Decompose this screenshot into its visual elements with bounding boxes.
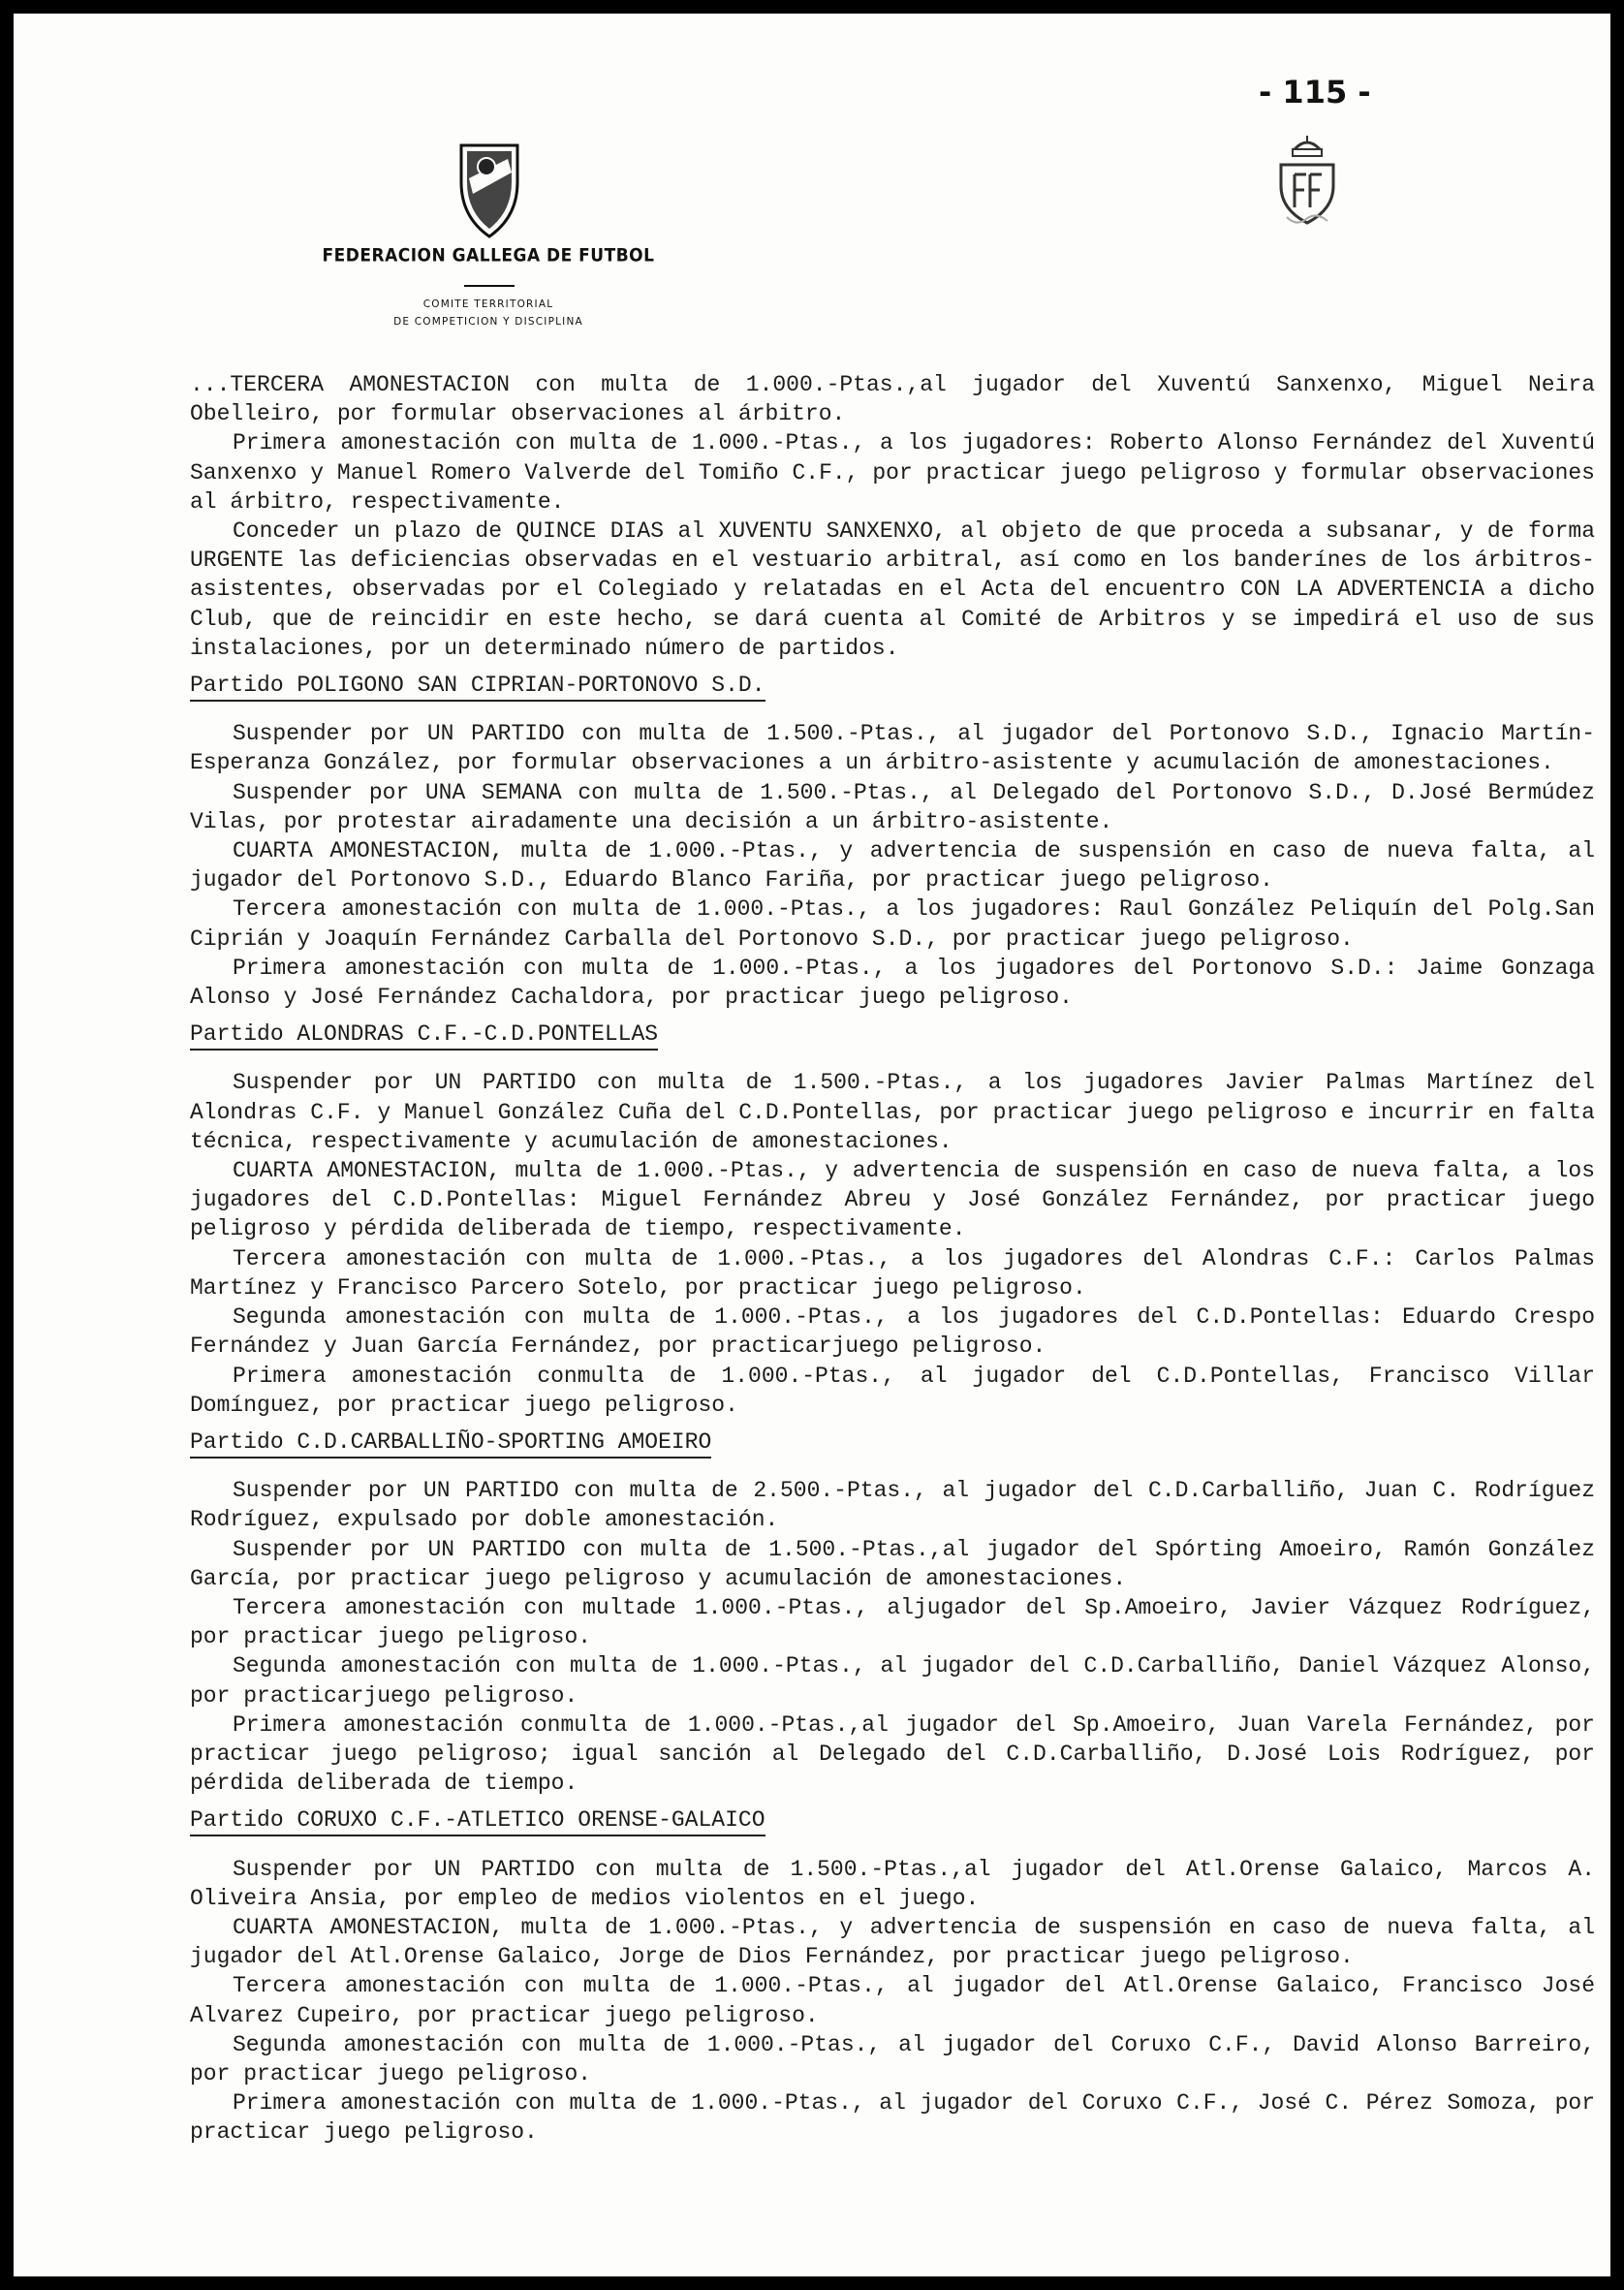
- sanction-paragraph: Tercera amonestación con multa de 1.000.-Ptas., al jugador del Atl.Orense Galaico, Francisco José Alvarez Cupeiro, por practicar juego peligroso.: [190, 1973, 1595, 2028]
- sanction-paragraph: Primera amonestación conmulta de 1.000.-Ptas.,al jugador del Sp.Amoeiro, Juan Varela Fernández, por practicar juego peligroso; igual sanción al Delegado del C.D.Carballiño, D.José Lois Rodríguez, por pérdida deliberada de tiempo.: [190, 1711, 1595, 1797]
- sanction-paragraph: Tercera amonestación con multa de 1.000.-Ptas., a los jugadores del Alondras C.F.: Carlos Palmas Martínez y Francisco Parcero Sotelo, por practicar juego peligroso.: [190, 1245, 1595, 1301]
- match-heading: [190, 1427, 1595, 1457]
- match-title: Partido CORUXO C.F.-ATLETICO ORENSE-GALAICO: [190, 1807, 765, 1836]
- intro-paragraph: ...TERCERA AMONESTACION con multa de 1.000.-Ptas.,al jugador del Xuventú Sanxenxo, Miguel Neira Obelleiro, por formular observaciones al árbitro.: [190, 372, 1595, 427]
- sanction-paragraph: Segunda amonestación con multa de 1.000.-Ptas., a los jugadores del C.D.Pontellas: Eduardo Crespo Fernández y Juan García Fernández, por practicarjuego peligroso.: [190, 1304, 1595, 1360]
- sanction-paragraph: Segunda amonestación con multa de 1.000.-Ptas., al jugador del C.D.Carballiño, Daniel Vázquez Alonso, por practicarjuego peligroso.: [190, 1653, 1595, 1709]
- sanction-paragraph: Tercera amonestación con multade 1.000.-Ptas., aljugador del Sp.Amoeiro, Javier Vázquez Rodríguez, por practicar juego peligroso.: [190, 1594, 1595, 1650]
- committee-line-1: COMITE TERRITORIAL: [422, 298, 554, 310]
- sanction-paragraph: Segunda amonestación con multa de 1.000.-Ptas., al jugador del Coruxo C.F., David Alonso Barreiro, por practicar juego peligroso.: [190, 2031, 1595, 2086]
- sanction-paragraph: CUARTA AMONESTACION, multa de 1.000.-Ptas., y advertencia de suspensión en caso de nueva falta, al jugador del Portonovo S.D., Eduardo Blanco Fariña, por practicar juego peligroso.: [190, 838, 1595, 894]
- sanction-paragraph: Primera amonestación conmulta de 1.000.-Ptas., al jugador del C.D.Pontellas, Francisco Villar Domínguez, por practicar juego peligroso.: [190, 1363, 1595, 1418]
- sanction-paragraph: Suspender por UN PARTIDO con multa de 2.500.-Ptas., al jugador del C.D.Carballiño, Juan C. Rodríguez Rodríguez, expulsado por doble amonestación.: [190, 1478, 1595, 1533]
- intro-paragraph: Primera amonestación con multa de 1.000.-Ptas., a los jugadores: Roberto Alonso Fernández del Xuventú Sanxenxo y Manuel Romero Valverde del Tomiño C.F., por practicar juego peligroso y formular observaciones al árbitro, respectivamente.: [190, 430, 1595, 515]
- match-heading: [190, 1020, 1595, 1049]
- sanction-paragraph: Suspender por UNA SEMANA con multa de 1.500.-Ptas., al Delegado del Portonovo S.D., D.José Bermúdez Vilas, por protestar airadamente una decisión a un árbitro-asistente.: [190, 779, 1595, 834]
- match-title: Partido C.D.CARBALLIÑO-SPORTING AMOEIRO: [190, 1429, 711, 1459]
- match-heading: [190, 1805, 1595, 1835]
- match-heading: [190, 671, 1595, 700]
- page-number: - 115 -: [1259, 74, 1371, 110]
- sanction-paragraph: CUARTA AMONESTACION, multa de 1.000.-Ptas., y advertencia de suspensión en caso de nueva falta, al jugador del Atl.Orense Galaico, Jorge de Dios Fernández, por practicar juego peligroso.: [190, 1914, 1595, 1970]
- sanction-paragraph: CUARTA AMONESTACION, multa de 1.000.-Ptas., y advertencia de suspensión en caso de nueva falta, a los jugadores del C.D.Pontellas: Miguel Fernández Abreu y José González Fernández, por practicar juego peligroso y pérdida deliberada de tiempo, respectivamente.: [190, 1158, 1595, 1242]
- sanction-paragraph: Primera amonestación con multa de 1.000.-Ptas., al jugador del Coruxo C.F., José C. Pérez Somoza, por practicar juego peligroso.: [190, 2090, 1595, 2146]
- document-page: [14, 14, 1610, 2276]
- sanction-paragraph: Tercera amonestación con multa de 1.000.-Ptas., a los jugadores: Raul González Peliquín del Polg.San Ciprián y Joaquín Fernández Carballa del Portonovo S.D., por practicar juego peligroso.: [190, 896, 1595, 952]
- intro-paragraph: Conceder un plazo de QUINCE DIAS al XUVENTU SANXENXO, al objeto de que proceda a subsanar, y de forma URGENTE las deficiencias observadas en el vestuario arbitral, así como en los banderínes de los árbitros-asistentes, observadas por el Colegiado y relatadas en el Acta del encuentro CON LA ADVERTENCIA a dicho Club, que de reincidir en este hecho, se dará cuenta al Comité de Arbitros y se impedirá el uso de sus instalaciones, por un determinado número de partidos.: [190, 518, 1595, 661]
- rfef-emblem-icon: [1273, 134, 1341, 231]
- match-title: Partido POLIGONO SAN CIPRIAN-PORTONOVO S.D.: [190, 673, 765, 702]
- sanction-paragraph: Suspender por UN PARTIDO con multa de 1.500.-Ptas., al jugador del Portonovo S.D., Ignacio Martín-Esperanza González, por formular observaciones a un árbitro-asistente y acumulación de amonestaciones.: [190, 721, 1595, 776]
- federation-crest-icon: [457, 140, 521, 240]
- match-title: Partido ALONDRAS C.F.-C.D.PONTELLAS: [190, 1021, 658, 1051]
- resolutions-body: [190, 370, 1595, 2148]
- sanction-paragraph: Primera amonestación con multa de 1.000.-Ptas., a los jugadores del Portonovo S.D.: Jaime Gonzaga Alonso y José Fernández Cachaldora, por practicar juego peligroso.: [190, 955, 1595, 1011]
- sanction-paragraph: Suspender por UN PARTIDO con multa de 1.500.-Ptas.,al jugador del Atl.Orense Galaico, Marcos A. Oliveira Ansia, por empleo de medios violentos en el juego.: [190, 1856, 1595, 1911]
- sanction-paragraph: Suspender por UN PARTIDO con multa de 1.500.-Ptas.,al jugador del Spórting Amoeiro, Ramón González García, por practicar juego peligroso y acumulación de amonestaciones.: [190, 1536, 1595, 1591]
- federation-name: FEDERACION GALLEGA DE FUTBOL: [322, 245, 655, 267]
- committee-line-2: DE COMPETICION Y DISCIPLINA: [393, 316, 583, 328]
- sanction-paragraph: Suspender por UN PARTIDO con multa de 1.500.-Ptas., a los jugadores Javier Palmas Martínez del Alondras C.F. y Manuel González Cuña del C.D.Pontellas, por practicar juego peligroso e incurrir en falta técnica, respectivamente y acumulación de amonestaciones.: [190, 1070, 1595, 1154]
- letterhead-rule: [464, 285, 515, 287]
